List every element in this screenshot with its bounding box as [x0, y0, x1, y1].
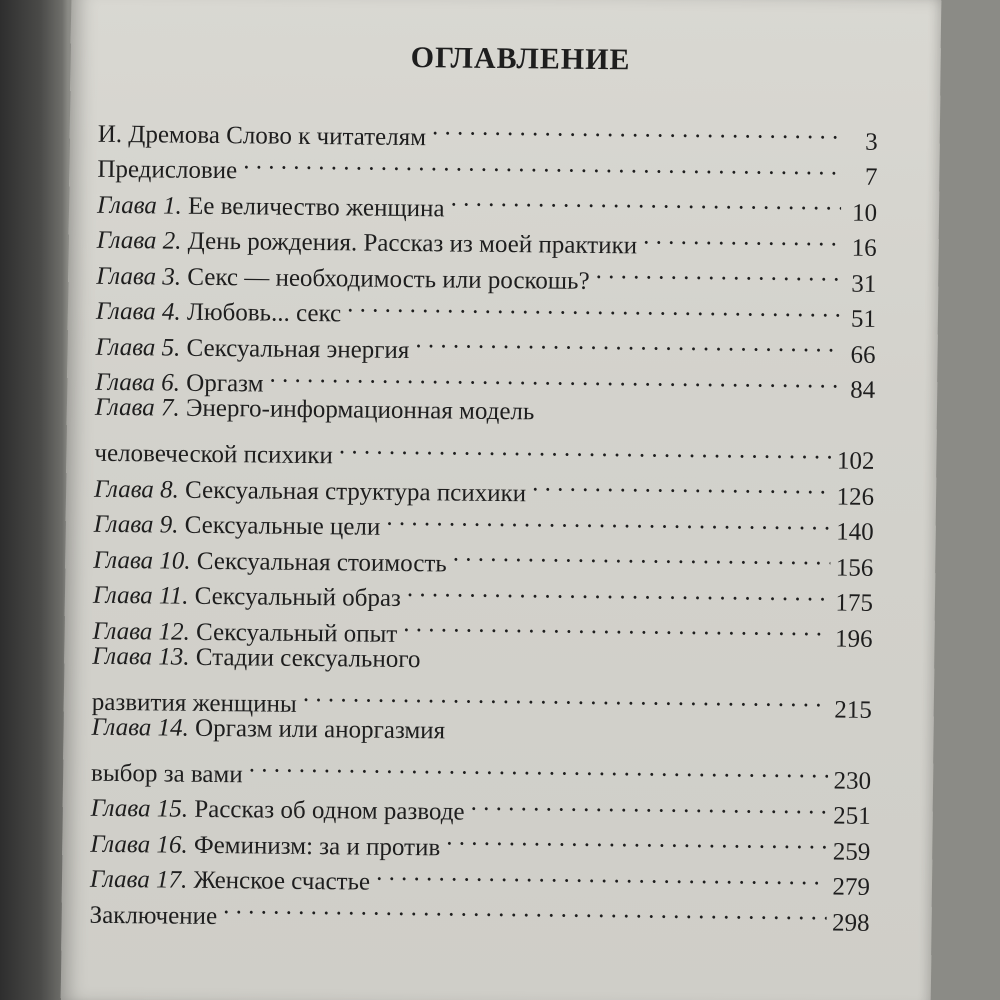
- toc-entry-line: [97, 106, 878, 156]
- page-number: 279: [832, 873, 871, 901]
- chapter-number: Глава 11.: [92, 581, 189, 610]
- toc-entry-title: [94, 507, 381, 545]
- chapter-title: Предисловие: [97, 155, 238, 185]
- toc-entry-title: [94, 436, 333, 474]
- dot-leader: [243, 143, 842, 185]
- toc-entry-title: [97, 187, 445, 226]
- toc-entry-title: [95, 394, 535, 426]
- page-number: 7: [864, 163, 878, 191]
- dot-leader: [347, 286, 840, 327]
- chapter-number: Глава 7.: [94, 393, 180, 422]
- page-number: 3: [865, 128, 878, 156]
- toc-entry: [90, 709, 872, 795]
- page-number: 196: [834, 625, 873, 653]
- chapter-title: Сексуальные цели: [184, 511, 381, 541]
- toc-entry-title: [91, 791, 465, 830]
- chapter-number: Глава 3.: [96, 262, 182, 291]
- chapter-number: Глава 2.: [96, 226, 182, 255]
- toc-entry-title: [89, 897, 217, 934]
- page-content: [61, 0, 942, 1000]
- page-number: 156: [835, 554, 874, 582]
- chapter-number: Глава 13.: [92, 642, 190, 671]
- chapter-title: Оргазм: [186, 369, 264, 398]
- dot-leader: [303, 676, 829, 717]
- page-number: 251: [833, 802, 871, 830]
- chapter-title: развития женщины: [91, 688, 297, 718]
- chapter-title: Сексуальная энергия: [186, 334, 410, 364]
- chapter-title: День рождения. Рассказ из моей практики: [187, 227, 638, 260]
- page-number: 10: [851, 199, 878, 227]
- chapter-title: Оргазм или аноргазмия: [194, 714, 446, 744]
- dot-leader: [532, 465, 831, 504]
- chapter-title: Секс — необходимость или роскошь?: [187, 263, 590, 295]
- toc-entry-line: [90, 745, 872, 795]
- toc-entry-title: [91, 713, 445, 744]
- toc-entry-title: [97, 152, 237, 189]
- dot-leader: [403, 606, 829, 646]
- dot-leader: [471, 784, 828, 823]
- dot-leader: [376, 854, 827, 894]
- dot-leader: [415, 322, 840, 362]
- toc-entry-line: [94, 425, 875, 475]
- chapter-number: Глава 16.: [90, 830, 188, 859]
- dot-leader: [453, 535, 830, 574]
- chapter-number: Глава 4.: [95, 297, 181, 326]
- page-number: 102: [836, 447, 875, 475]
- dot-leader: [339, 428, 831, 469]
- chapter-title: И. Дремова Слово к читателям: [97, 120, 427, 151]
- page-number: 175: [835, 589, 874, 617]
- toc-entry: [97, 106, 878, 156]
- chapter-title: Сексуальная стоимость: [196, 547, 447, 577]
- toc-entry: [91, 638, 873, 724]
- chapter-title: человеческой психики: [94, 439, 334, 470]
- dot-leader: [596, 253, 841, 291]
- page-number: 66: [850, 341, 876, 369]
- chapter-number: Глава 8.: [93, 475, 180, 504]
- dot-leader: [386, 499, 830, 539]
- dot-leader: [223, 888, 826, 930]
- chapter-title: Сексуальный образ: [194, 582, 402, 612]
- toc-entry-title: [93, 542, 447, 581]
- chapter-number: Глава 5.: [95, 333, 181, 362]
- chapter-number: Глава 17.: [89, 865, 188, 894]
- chapter-title: Женское счастье: [193, 866, 371, 896]
- dot-leader: [269, 356, 839, 397]
- chapter-title: Сексуальный опыт: [195, 618, 398, 648]
- chapter-number: Глава 10.: [93, 546, 191, 575]
- toc-entry-title: [91, 755, 243, 792]
- chapter-title: Заключение: [89, 901, 218, 930]
- chapter-title: выбор за вами: [90, 759, 243, 788]
- page-number: 259: [832, 837, 871, 866]
- page-number: 16: [851, 234, 877, 262]
- chapter-number: Глава 15.: [90, 794, 189, 823]
- page-number: 140: [836, 518, 874, 546]
- page-number: 298: [831, 908, 870, 937]
- toc-entry-title: [96, 294, 342, 332]
- chapter-number: Глава 6.: [95, 368, 181, 397]
- page-number: 230: [833, 766, 872, 795]
- chapter-title: Сексуальная структура психики: [184, 476, 527, 507]
- page-number: 84: [850, 376, 876, 404]
- toc-entry: [94, 390, 875, 475]
- chapter-number: Глава 14.: [91, 713, 190, 742]
- table-of-contents: [89, 106, 879, 937]
- chapter-number: Глава 1.: [96, 191, 182, 220]
- page-number: 51: [850, 305, 877, 333]
- chapter-title: Энерго-информационная модель: [185, 394, 535, 426]
- dot-leader: [643, 218, 841, 256]
- chapter-title: Феминизм: за и против: [193, 831, 441, 861]
- dot-leader: [249, 746, 828, 788]
- dot-leader: [450, 180, 841, 220]
- book-page: [61, 0, 942, 1000]
- chapter-number: Глава 12.: [92, 617, 191, 646]
- page-number: 31: [851, 270, 877, 298]
- page-number: 215: [834, 696, 872, 724]
- dot-leader: [407, 571, 830, 611]
- chapter-title: Ее величество женщина: [187, 192, 445, 222]
- chapter-title: Любовь... секс: [186, 298, 342, 328]
- page-title: ОГЛАВЛЕНИЕ: [410, 41, 631, 77]
- page-number: 126: [836, 483, 875, 511]
- toc-entry-title: [92, 642, 420, 672]
- toc-entry-title: [97, 223, 638, 264]
- chapter-title: Стадии сексуального: [195, 643, 421, 673]
- chapter-title: Рассказ об одном разводе: [194, 795, 465, 826]
- dot-leader: [446, 819, 827, 858]
- dot-leader: [432, 109, 842, 149]
- chapter-number: Глава 9.: [93, 510, 179, 539]
- toc-entry-title: [93, 578, 401, 617]
